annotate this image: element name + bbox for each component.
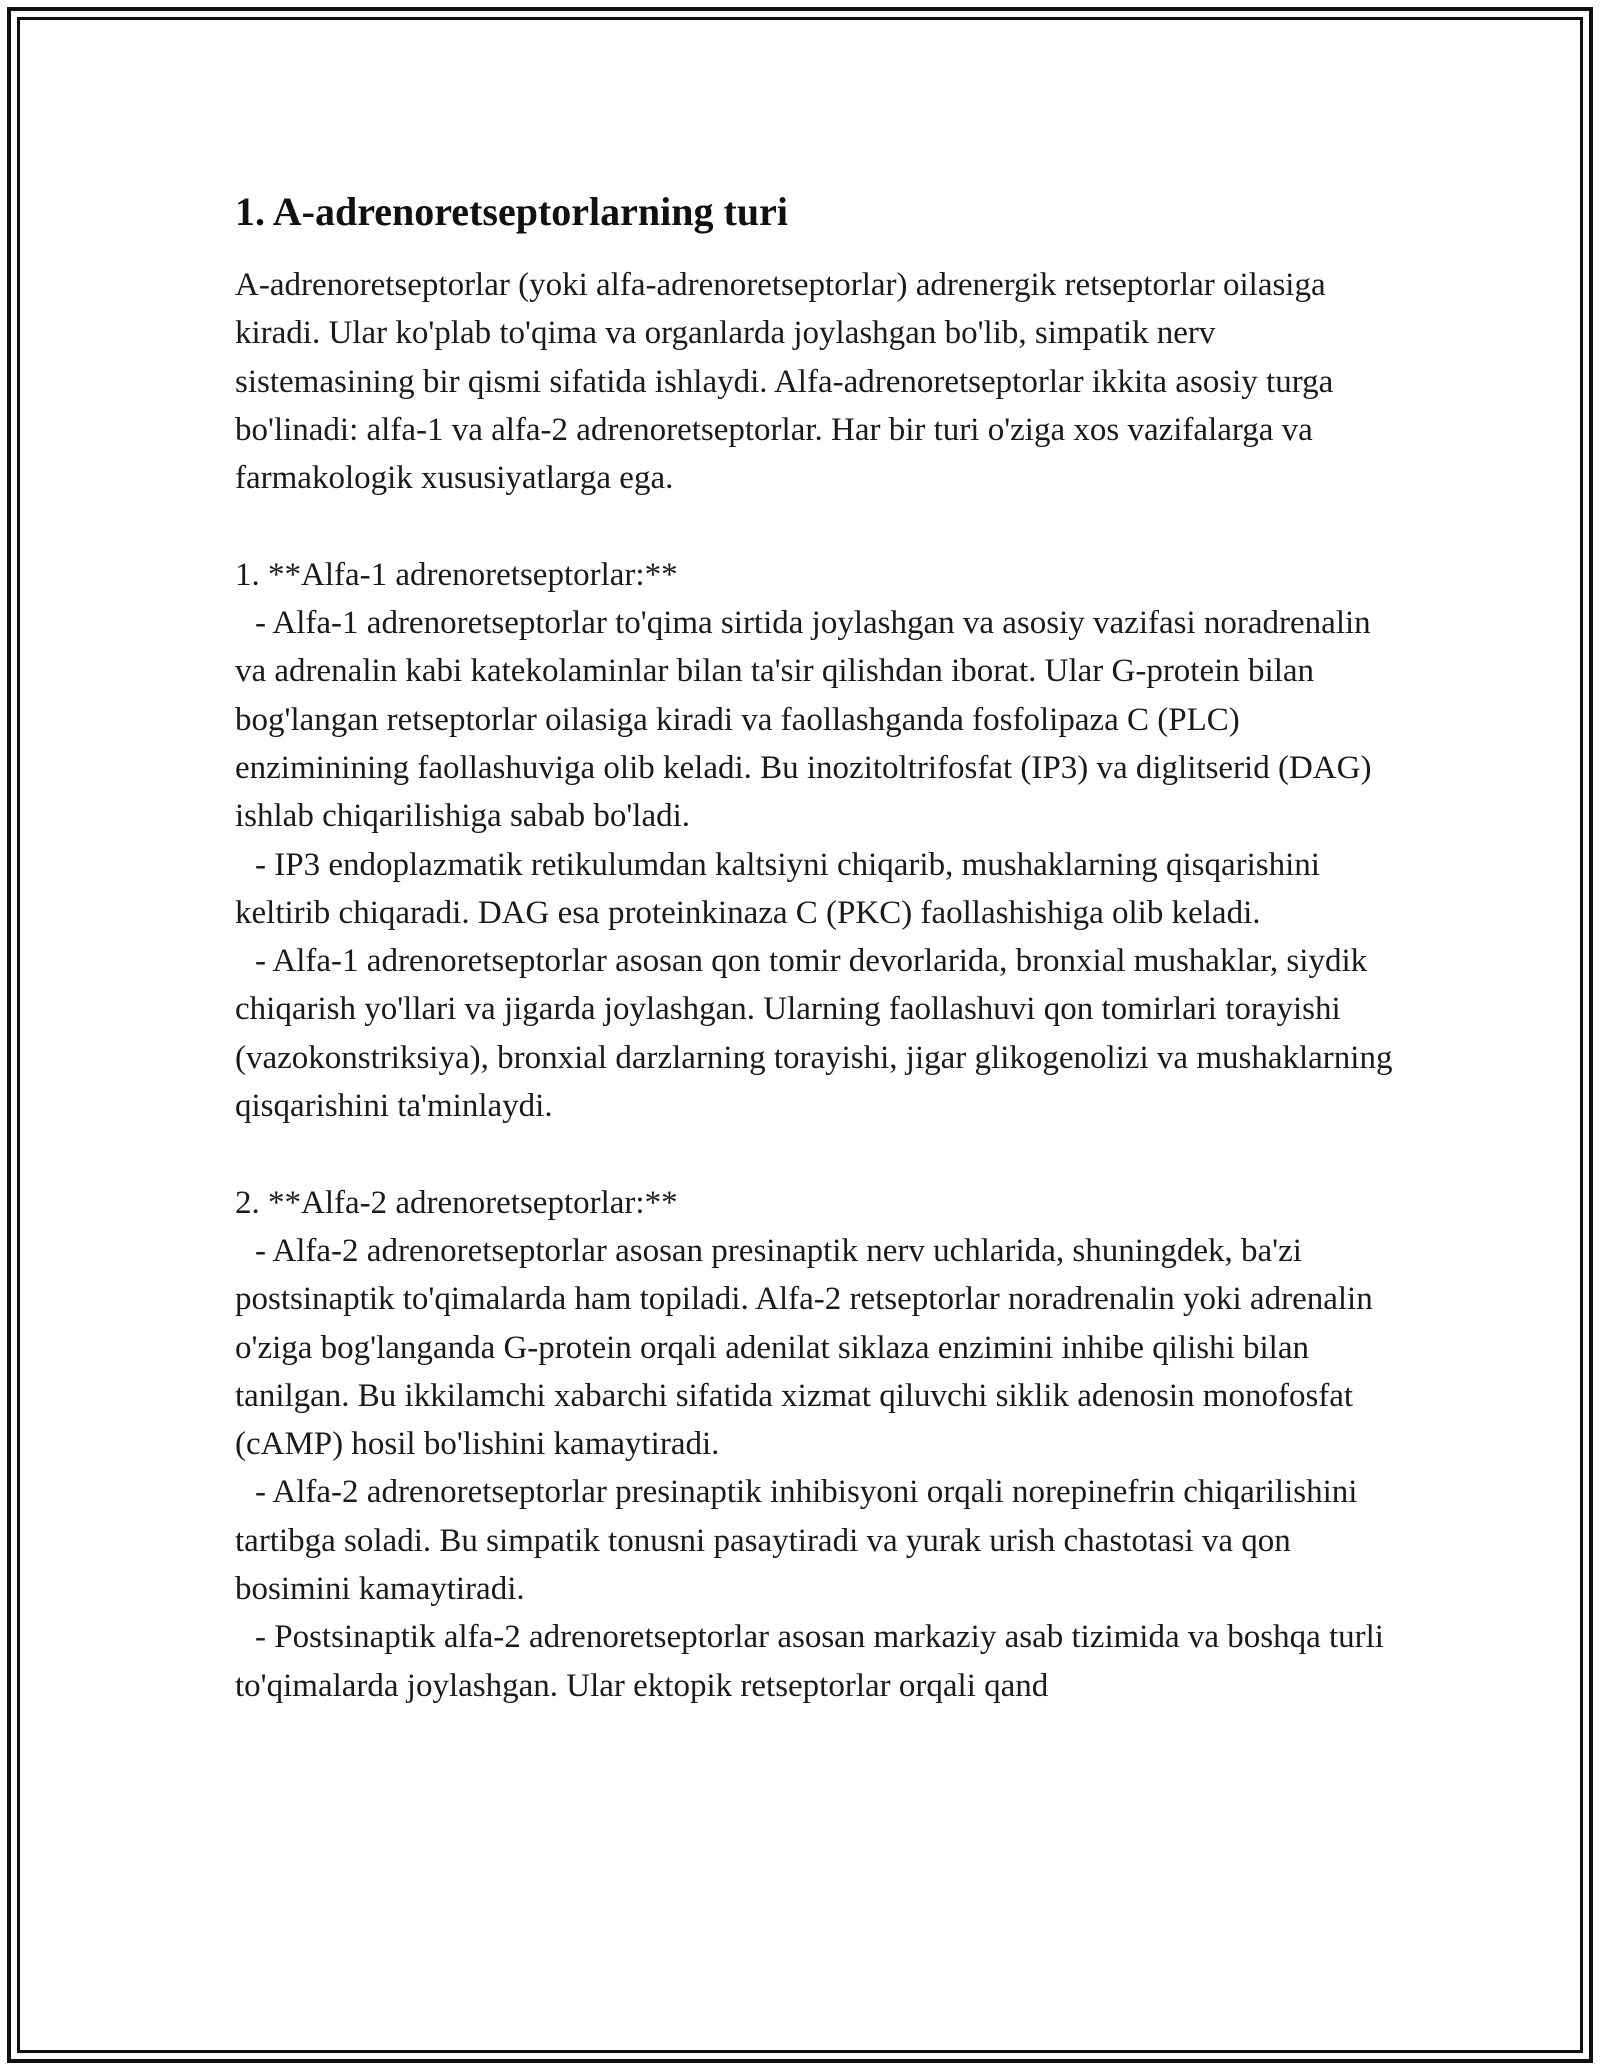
section-2-item: - Postsinaptik alfa-2 adrenoretseptorlar asosan markaziy asab tizimida va boshqa turli to'qimalarda joylashgan. Ular ektopik retseptorlar orqali qand (235, 1619, 1393, 1704)
section-1-item: - IP3 endoplazmatik retikulumdan kaltsiyni chiqarib, mushaklarning qisqarishini keltirib chiqaradi. DAG esa proteinkinaza C (PKC) faollashishiga olib keladi. (235, 846, 1329, 931)
intro-paragraph: A-adrenoretseptorlar (yoki alfa-adrenoretseptorlar) adrenergik retseptorlar oilasiga kiradi. Ular ko'plab to'qima va organlarda joylashgan bo'lib, simpatik nerv sistemasining bir qismi sifatida ishlaydi. Alfa-adrenoretseptorlar ikkita asosiy turga bo'linadi: alfa-1 va alfa-2 adrenoretseptorlar. Har bir turi o'ziga xos vazifalarga va farmakologik xususiyatlarga ega. (235, 267, 1342, 497)
paragraph-spacer (235, 1130, 1395, 1178)
document-title: 1. A-adrenoretseptorlarning turi (235, 189, 788, 234)
paragraph-spacer (235, 502, 1395, 550)
document-body (235, 186, 1401, 1710)
section-1-item: - Alfa-1 adrenoretseptorlar to'qima sirtida joylashgan va asosiy vazifasi noradrenalin va adrenalin kabi katekolaminlar bilan ta'sir qilishdan iborat. Ular G-protein bilan bog'langan retseptorlar oilasiga kiradi va faollashganda fosfolipaza C (PLC) enziminining faollashuviga olib keladi. Bu inozitoltrifosfat (IP3) va diglitserid (DAG) ishlab chiqarilishiga sabab bo'ladi. (235, 605, 1380, 835)
section-2-item: - Alfa-2 adrenoretseptorlar presinaptik inhibisyoni orqali norepinefrin chiqarilishini tartibga soladi. Bu simpatik tonusni pasaytiradi va yurak urish chastotasi va qon bosimini kamaytiradi. (235, 1474, 1366, 1608)
section-1-item: - Alfa-1 adrenoretseptorlar asosan qon tomir devorlarida, bronxial mushaklar, siydik chiqarish yo'llari va jigarda joylashgan. Ularning faollashuvi qon tomirlari torayishi (vazokonstriksiya), bronxial darzlarning torayishi, jigar glikogenolizi va mushaklarning qisqarishini ta'minlaydi. (235, 943, 1401, 1125)
section-1-heading: 1. **Alfa-1 adrenoretseptorlar:** (235, 556, 678, 593)
section-2-heading: 2. **Alfa-2 adrenoretseptorlar:** (235, 1184, 678, 1221)
section-2-item: - Alfa-2 adrenoretseptorlar asosan presinaptik nerv uchlarida, shuningdek, ba'zi postsinaptik to'qimalarda ham topiladi. Alfa-2 retseptorlar noradrenalin yoki adrenalin o'ziga bog'langanda G-protein orqali adenilat siklaza enzimini inhibe qilishi bilan tanilgan. Bu ikkilamchi xabarchi sifatida xizmat qiluvchi siklik adenosin monofosfat (cAMP) hosil bo'lishini kamaytiradi. (235, 1232, 1381, 1463)
